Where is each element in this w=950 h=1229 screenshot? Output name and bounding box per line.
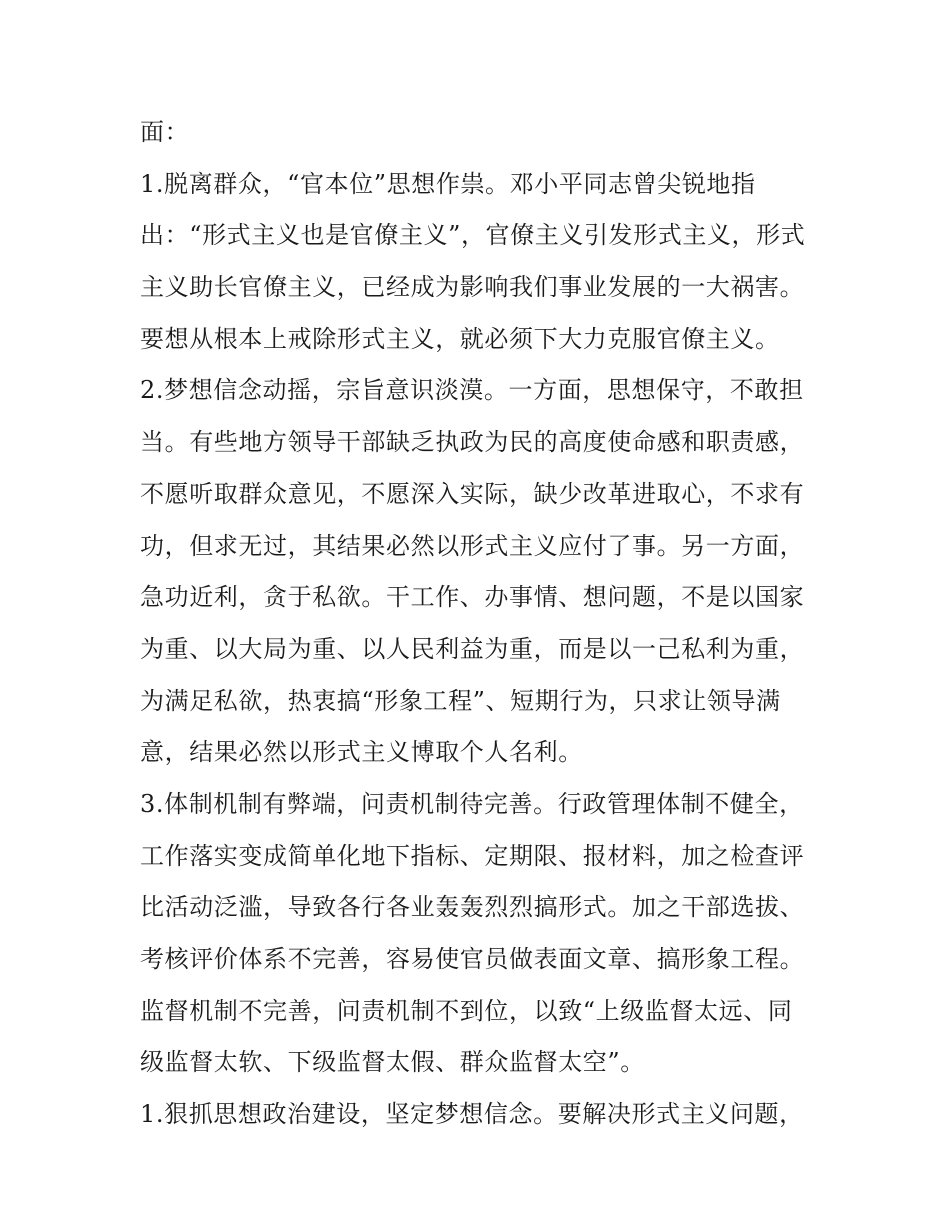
text-line: 意，结果必然以形式主义博取个人名利。 [140,738,583,767]
text-line: 比活动泛滥，导致各行各业轰轰烈烈搞形式。加之干部选拔、 [140,893,805,922]
text-line: 出：“形式主义也是官僚主义”，官僚主义引发形式主义，形式 [140,221,806,250]
text-line: 面： [140,118,190,146]
text-line: 1.狠抓思想政治建设，坚定梦想信念。要解决形式主义问题， [140,1100,804,1129]
text-line: 要想从根本上戒除形式主义，就必须下大力克服官僚主义。 [140,324,780,353]
document-body [140,107,830,1141]
text-line: 急功近利，贪于私欲。干工作、办事情、想问题，不是以国家 [140,583,805,612]
text-line: 为重、以大局为重、以人民利益为重，而是以一己私利为重， [140,634,805,663]
text-line: 工作落实变成简单化地下指标、定期限、报材料，加之检查评 [140,841,805,870]
text-line: 1.脱离群众，“官本位”思想作祟。邓小平同志曾尖锐地指 [140,169,756,198]
text-line: 当。有些地方领导干部缺乏执政为民的高度使命感和职责感， [140,428,805,457]
text-line: 考核评价体系不完善，容易使官员做表面文章、搞形象工程。 [140,945,805,973]
text-line: 为满足私欲，热衷搞“形象工程”、短期行为，只求让领导满 [140,686,781,715]
text-line: 监督机制不完善，问责机制不到位，以致“上级监督太远、同 [140,996,793,1025]
text-line: 2.梦想信念动摇，宗旨意识淡漠。一方面，思想保守，不敢担 [140,376,804,405]
text-line: 3.体制机制有弊端，问责机制待完善。行政管理体制不健全， [140,789,804,818]
text-line: 功，但求无过，其结果必然以形式主义应付了事。另一方面， [140,531,805,560]
text-line: 不愿听取群众意见，不愿深入实际，缺少改革进取心，不求有 [140,479,805,508]
text-line: 主义助长官僚主义，已经成为影响我们事业发展的一大祸害。 [140,273,805,302]
text-line: 级监督太软、下级监督太假、群众监督太空”。 [140,1048,645,1077]
